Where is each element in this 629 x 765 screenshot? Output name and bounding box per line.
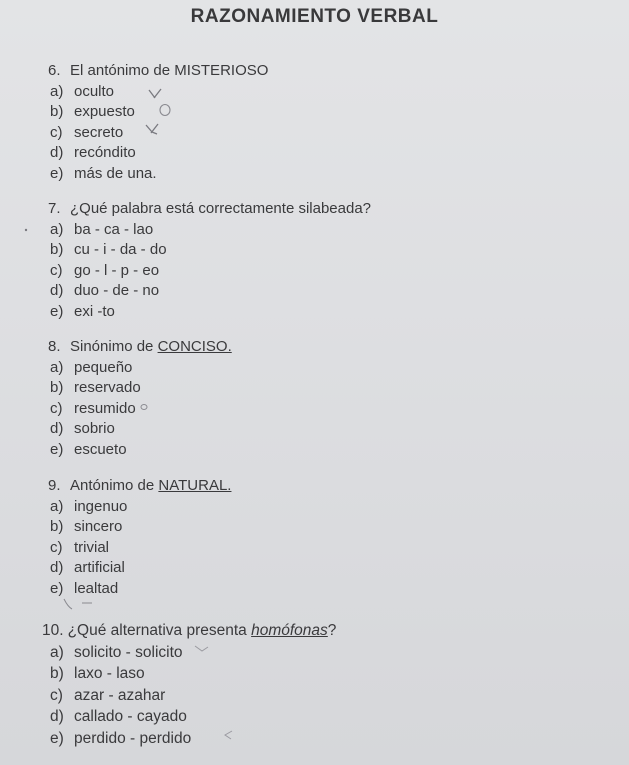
option-text: expuesto (74, 103, 135, 120)
option-a (48, 358, 232, 379)
question-text: El antónimo de MISTERIOSO (70, 62, 269, 79)
option-letter: c) (50, 399, 63, 417)
option-letter: b) (50, 103, 64, 120)
question-text (70, 476, 231, 497)
option-text: pequeño (74, 358, 133, 376)
pencil-circle-mark (158, 103, 172, 117)
option-text: recóndito (74, 144, 136, 161)
option-text: lealtad (74, 579, 119, 597)
question-number: 9. (48, 477, 61, 494)
pencil-dot-mark (139, 402, 149, 412)
option-text: go - l - p - eo (74, 261, 160, 279)
option-letter: d) (50, 708, 64, 725)
question-keyword: NATURAL. (158, 477, 232, 494)
question-number: 6. (48, 62, 61, 79)
option-d (48, 281, 371, 302)
option-letter: e) (50, 579, 64, 597)
option-text: escueto (74, 440, 127, 458)
question-heading (48, 199, 371, 220)
question-text-prefix: Sinónimo de (70, 338, 158, 355)
option-text: exi -to (74, 302, 115, 320)
question-heading (48, 337, 232, 358)
option-text: oculto (74, 82, 115, 100)
option-letter: b) (50, 518, 64, 535)
option-letter: c) (50, 261, 63, 279)
option-text: artificial (74, 559, 125, 576)
pencil-stroke-mark (60, 597, 96, 611)
option-e (48, 728, 336, 750)
option-text: azar - azahar (74, 686, 166, 704)
option-c (48, 261, 371, 282)
option-text: callado - cayado (74, 708, 187, 725)
option-letter: a) (50, 497, 64, 515)
option-letter: e) (50, 440, 64, 458)
option-letter: a) (50, 220, 64, 238)
option-a (48, 220, 371, 241)
option-d (48, 706, 336, 728)
question-heading (48, 61, 268, 82)
option-letter: d) (50, 144, 64, 161)
question-10 (42, 620, 337, 749)
option-text: más de una. (74, 164, 157, 182)
option-letter: b) (50, 241, 64, 258)
option-d (48, 558, 231, 579)
option-c (48, 538, 231, 559)
option-d (48, 419, 232, 440)
option-letter: c) (50, 123, 63, 141)
option-b (48, 663, 336, 685)
option-e (48, 440, 232, 461)
option-text: trivial (74, 538, 110, 556)
option-b (48, 517, 231, 538)
option-letter: e) (50, 164, 64, 182)
question-heading (48, 476, 231, 497)
option-e (48, 579, 231, 600)
question-text: ¿Qué palabra está correctamente silabeada? (70, 200, 372, 217)
option-a (48, 497, 231, 518)
pencil-stroke-mark (20, 224, 32, 236)
option-letter: d) (50, 420, 64, 437)
option-letter: c) (50, 538, 63, 556)
option-letter: a) (50, 643, 64, 661)
option-c (48, 685, 336, 707)
option-b (48, 378, 232, 399)
option-letter: a) (50, 82, 64, 100)
question-9 (48, 476, 231, 599)
question-number: 8. (48, 338, 61, 355)
option-e (48, 302, 371, 323)
question-text-prefix: Antónimo de (70, 477, 159, 494)
question-keyword: homófonas (251, 622, 328, 639)
question-number: 10. (42, 622, 64, 639)
question-heading (42, 620, 336, 642)
option-text: reservado (74, 379, 141, 396)
option-letter: a) (50, 358, 64, 376)
option-letter: d) (50, 559, 64, 576)
option-text: sincero (74, 518, 123, 535)
option-text: perdido - perdido (74, 729, 192, 747)
pencil-x-mark (148, 88, 162, 100)
option-d (48, 143, 268, 164)
option-letter: e) (50, 302, 64, 320)
option-letter: b) (50, 665, 64, 682)
option-b (48, 240, 371, 261)
option-text: resumido (74, 399, 136, 417)
option-text: sobrio (74, 420, 115, 437)
question-text (68, 620, 337, 642)
option-letter: b) (50, 379, 64, 396)
option-letter: c) (50, 686, 63, 704)
question-keyword: CONCISO. (157, 338, 232, 355)
page-title: RAZONAMIENTO VERBAL (190, 6, 439, 27)
option-text: laxo - laso (74, 665, 145, 682)
option-text: solicito - solicito (74, 643, 183, 661)
option-text: duo - de - no (74, 282, 160, 299)
pencil-stroke-mark (222, 730, 234, 740)
question-text-prefix: ¿Qué alternativa presenta (67, 622, 252, 639)
option-a (48, 642, 336, 664)
option-letter: d) (50, 282, 64, 299)
question-8 (48, 337, 232, 460)
option-text: cu - i - da - do (74, 241, 167, 258)
question-text (70, 337, 232, 358)
question-number: 7. (48, 200, 61, 217)
pencil-x-mark (145, 123, 159, 135)
pencil-stroke-mark (194, 644, 210, 654)
question-text-suffix: ? (327, 622, 337, 639)
option-e (48, 164, 268, 185)
option-letter: e) (50, 729, 64, 747)
question-7 (48, 199, 371, 322)
option-text: secreto (74, 123, 124, 141)
option-text: ingenuo (74, 497, 128, 515)
option-text: ba - ca - lao (74, 220, 154, 238)
